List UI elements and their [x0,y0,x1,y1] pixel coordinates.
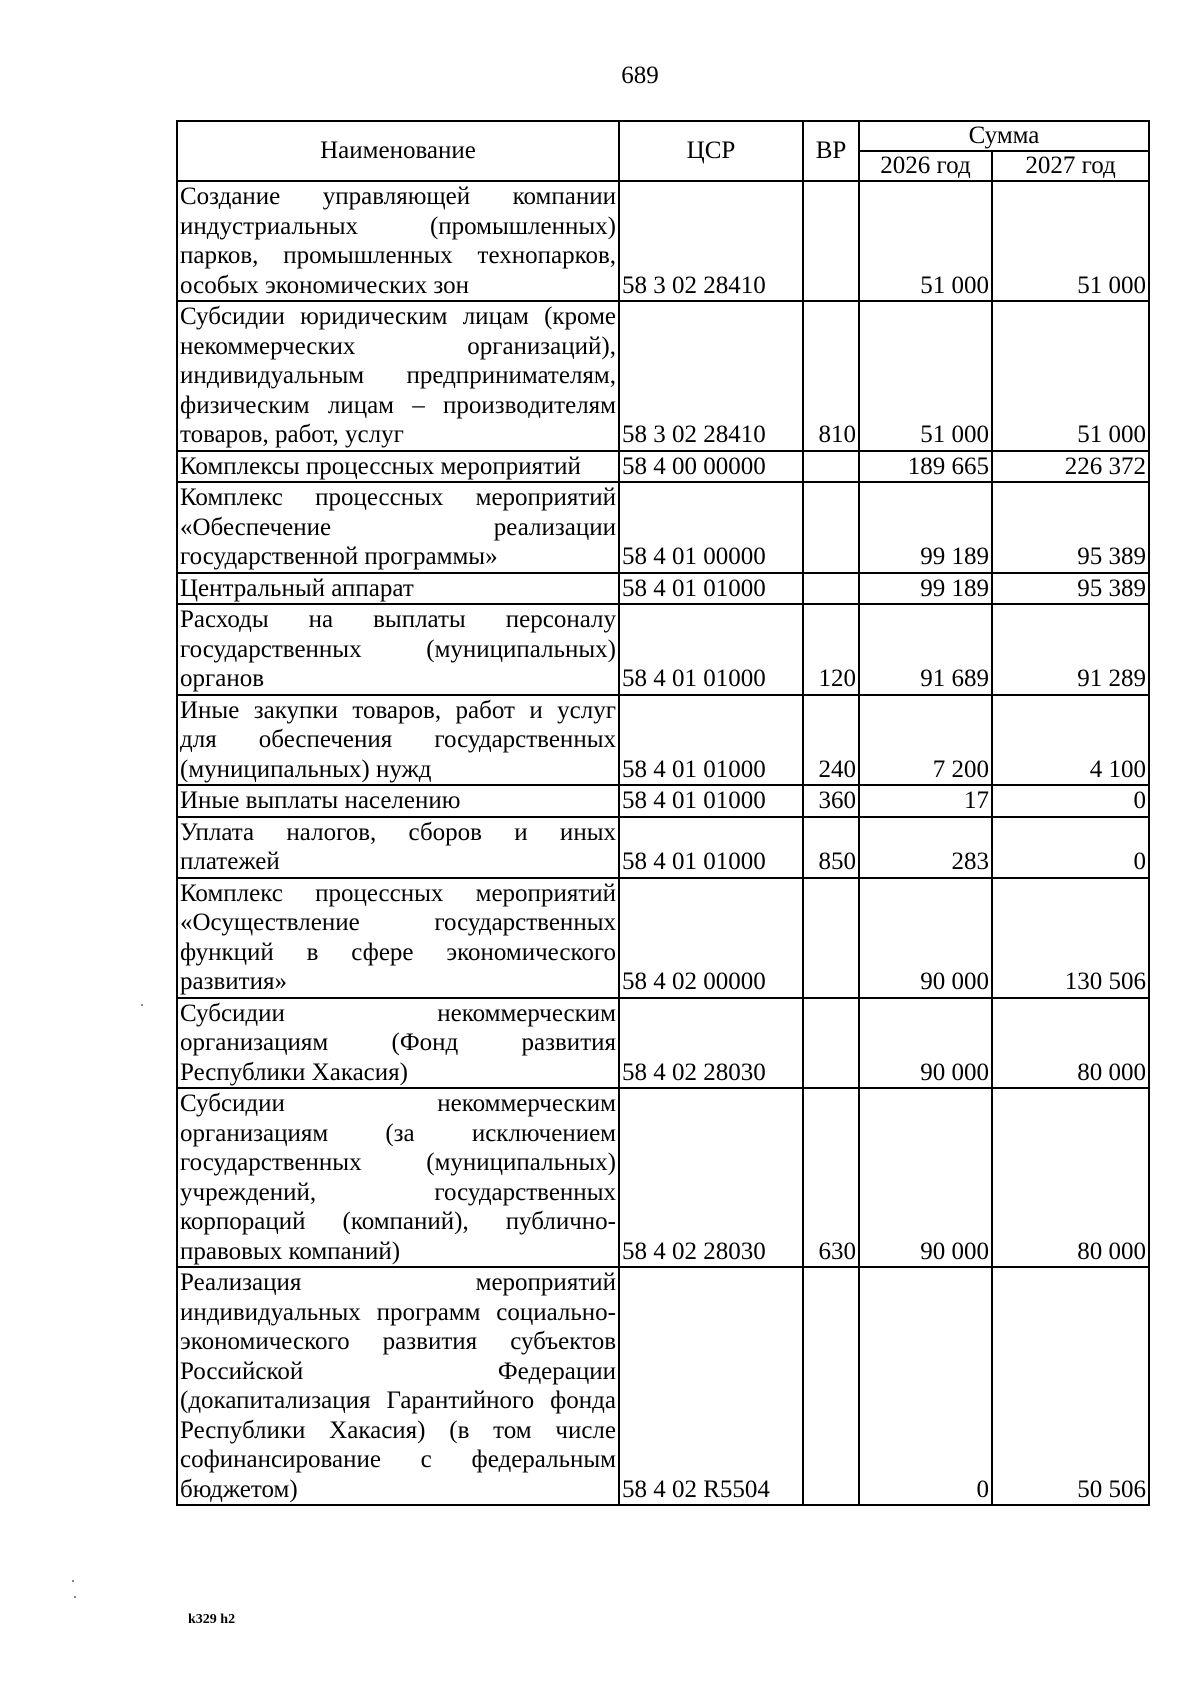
row-csr: 58 4 02 28030 [619,1088,803,1267]
row-vr: 120 [803,604,859,695]
row-name: Субсидии некоммерческим организациям (за исключением государственных (муниципальных) учреждений, государственных корпораций (компаний), публично-правовых компаний) [177,1088,619,1267]
table-row [177,451,1149,483]
row-amount-2027: 95 389 [992,573,1149,605]
table-header [177,121,1149,181]
row-vr: 240 [803,695,859,786]
table-row [177,573,1149,605]
row-vr [803,878,859,998]
row-amount-2026: 90 000 [859,998,992,1089]
row-name: Субсидии юридическим лицам (кроме некоммерческих организаций), индивидуальным предпринимателям, физическим лицам – производителям товаров, работ, услуг [177,301,619,451]
row-vr [803,181,859,301]
row-amount-2027: 95 389 [992,482,1149,573]
row-csr: 58 3 02 28410 [619,181,803,301]
row-amount-2026: 0 [859,1267,992,1505]
table-row [177,785,1149,817]
row-name: Уплата налогов, сборов и иных платежей [177,817,619,878]
scan-speck [141,1004,143,1006]
row-amount-2027: 0 [992,817,1149,878]
row-vr [803,451,859,483]
row-csr: 58 4 00 00000 [619,451,803,483]
table-row [177,695,1149,786]
page-number: 689 [621,62,659,89]
row-amount-2026: 51 000 [859,181,992,301]
row-amount-2026: 17 [859,785,992,817]
row-name: Иные выплаты населению [177,785,619,817]
row-csr: 58 4 01 01000 [619,604,803,695]
row-amount-2027: 0 [992,785,1149,817]
row-name: Субсидии некоммерческим организациям (Фонд развития Республики Хакасия) [177,998,619,1089]
scan-speck [74,1596,76,1598]
row-csr: 58 4 02 28030 [619,998,803,1089]
table-row [177,998,1149,1089]
table-body [177,181,1149,1505]
header-year-2027: 2027 год [992,151,1149,181]
table-row [177,604,1149,695]
row-amount-2026: 99 189 [859,573,992,605]
row-csr: 58 4 01 01000 [619,817,803,878]
row-amount-2026: 283 [859,817,992,878]
row-vr [803,1267,859,1505]
row-amount-2026: 189 665 [859,451,992,483]
table-row [177,1088,1149,1267]
row-name: Комплекс процессных мероприятий «Обеспечение реализации государственной программы» [177,482,619,573]
row-csr: 58 4 01 01000 [619,785,803,817]
header-year-2026: 2026 год [859,151,992,181]
row-amount-2027: 226 372 [992,451,1149,483]
row-amount-2027: 80 000 [992,1088,1149,1267]
budget-table [176,120,1150,1506]
row-name: Создание управляющей компании индустриальных (промышленных) парков, промышленных технопарков, особых экономических зон [177,181,619,301]
table-row [177,301,1149,451]
row-amount-2026: 51 000 [859,301,992,451]
row-name: Комплексы процессных мероприятий [177,451,619,483]
row-vr: 360 [803,785,859,817]
row-csr: 58 4 02 R5504 [619,1267,803,1505]
table-row [177,817,1149,878]
row-csr: 58 4 01 00000 [619,482,803,573]
row-vr [803,998,859,1089]
row-amount-2027: 91 289 [992,604,1149,695]
row-name: Центральный аппарат [177,573,619,605]
header-name: Наименование [177,121,619,181]
row-amount-2026: 90 000 [859,878,992,998]
footer-doc-code: k329 h2 [188,1612,236,1627]
header-csr: ЦСР [619,121,803,181]
scan-speck [72,1580,74,1582]
row-amount-2027: 51 000 [992,301,1149,451]
table-row [177,878,1149,998]
row-amount-2026: 99 189 [859,482,992,573]
row-vr: 810 [803,301,859,451]
table-row [177,181,1149,301]
row-vr [803,482,859,573]
header-vr: ВР [803,121,859,181]
row-csr: 58 4 02 00000 [619,878,803,998]
row-amount-2026: 90 000 [859,1088,992,1267]
row-csr: 58 4 01 01000 [619,695,803,786]
row-csr: 58 4 01 01000 [619,573,803,605]
row-vr: 850 [803,817,859,878]
row-amount-2027: 80 000 [992,998,1149,1089]
row-csr: 58 3 02 28410 [619,301,803,451]
row-amount-2027: 50 506 [992,1267,1149,1505]
row-name: Реализация мероприятий индивидуальных программ социально-экономического развития субъектов Российской Федерации (докапитализация Гарантийного фонда Республики Хакасия) (в том числе софинансирование с федеральным бюджетом) [177,1267,619,1505]
row-name: Иные закупки товаров, работ и услуг для обеспечения государственных (муниципальных) нужд [177,695,619,786]
row-vr [803,573,859,605]
row-vr: 630 [803,1088,859,1267]
row-amount-2026: 7 200 [859,695,992,786]
row-amount-2027: 130 506 [992,878,1149,998]
row-name: Комплекс процессных мероприятий «Осуществление государственных функций в сфере экономического развития» [177,878,619,998]
row-amount-2027: 51 000 [992,181,1149,301]
row-amount-2027: 4 100 [992,695,1149,786]
header-sum: Сумма [859,121,1149,151]
table-row [177,482,1149,573]
row-name: Расходы на выплаты персоналу государственных (муниципальных) органов [177,604,619,695]
row-amount-2026: 91 689 [859,604,992,695]
table-row [177,1267,1149,1505]
